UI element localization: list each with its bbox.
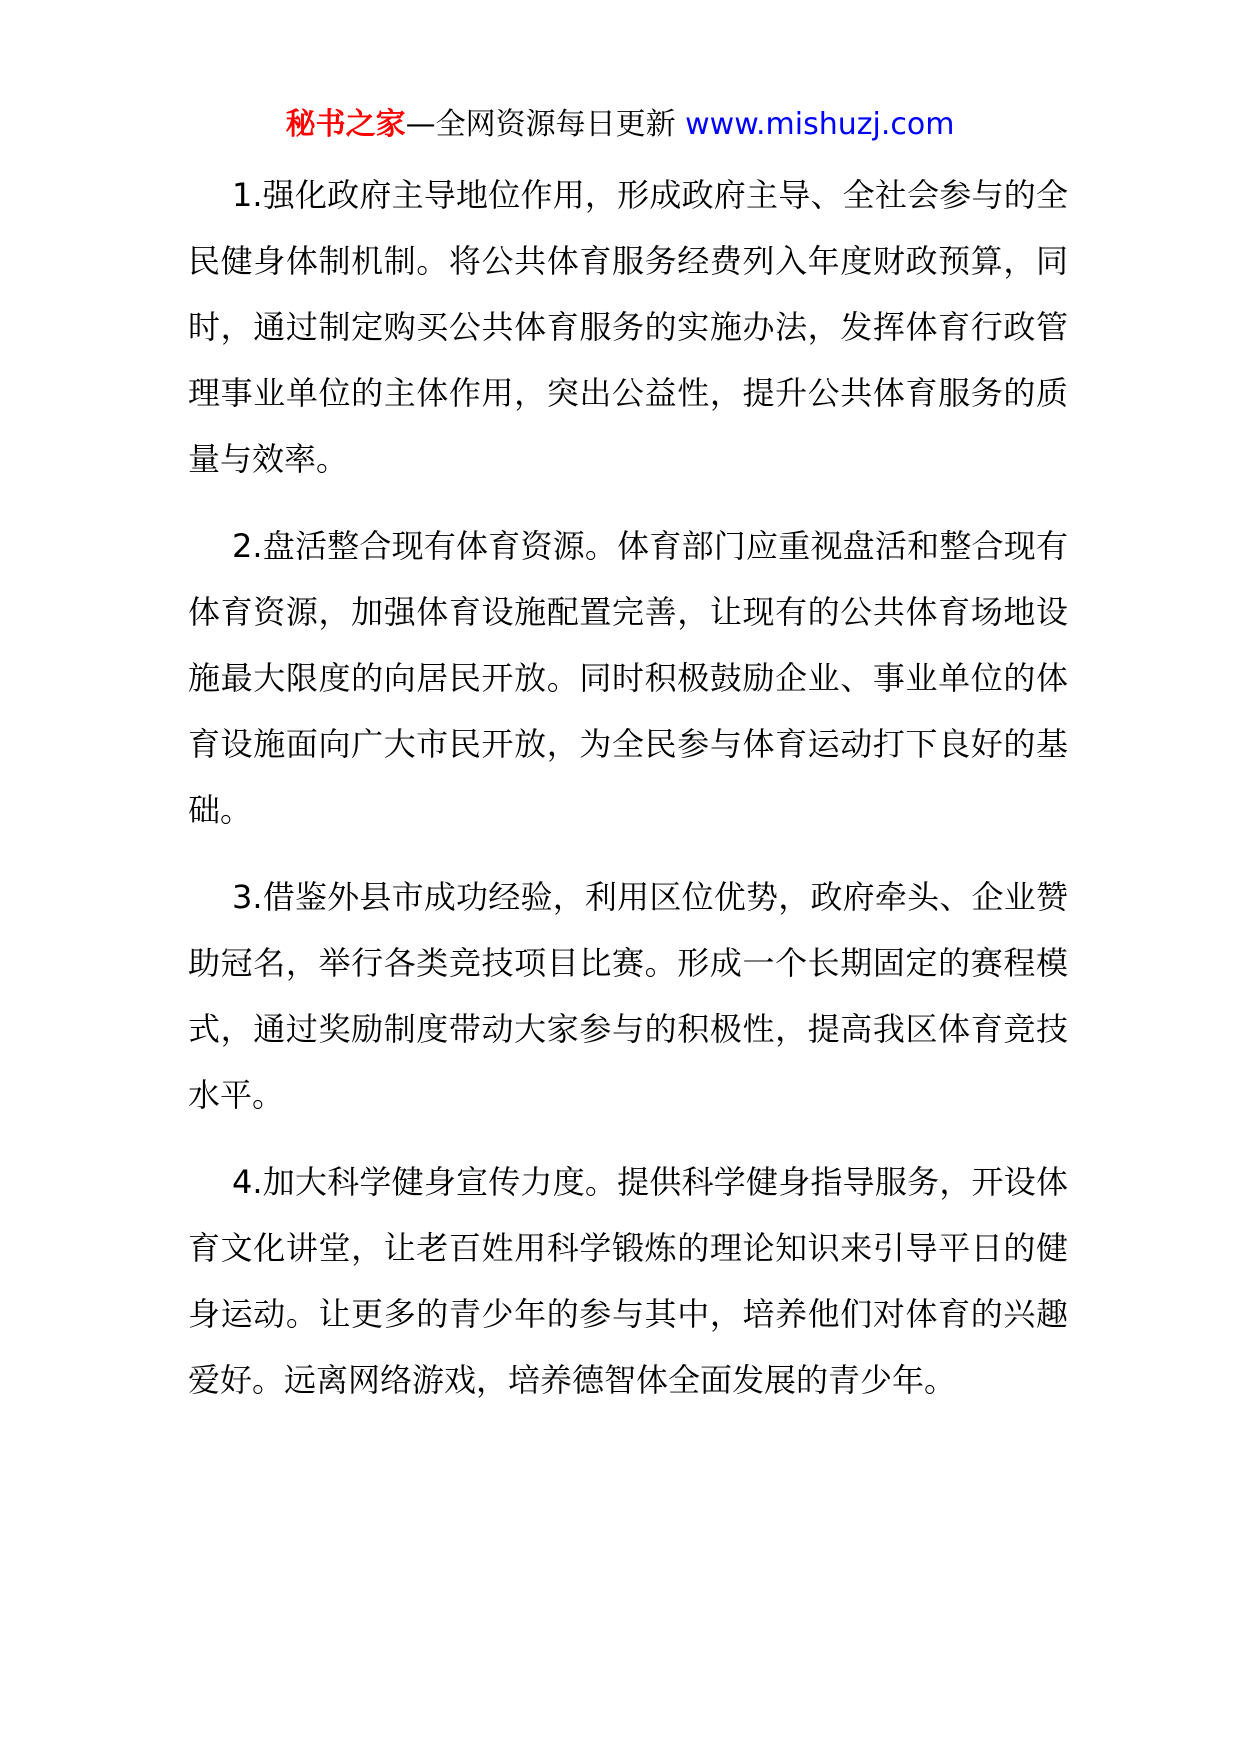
paragraph-4: 4.加大科学健身宣传力度。提供科学健身指导服务，开设体育文化讲堂，让老百姓用科学锻炼的理论知识来引导平日的健身运动。让更多的青少年的参与其中，培养他们对体育的兴趣爱好。远离网络游戏，培养德智体全面发展的青少年。	[188, 1163, 1068, 1399]
paragraph-3: 3.借鉴外县市成功经验，利用区位优势，政府牵头、企业赞助冠名，举行各类竞技项目比赛。形成一个长期固定的赛程模式，通过奖励制度带动大家参与的积极性，提高我区体育竞技水平。	[188, 878, 1068, 1114]
document-body	[188, 162, 1068, 1434]
brand-name: 秘书之家	[285, 107, 406, 142]
site-url-link[interactable]: www.mishuzj.com	[685, 107, 955, 142]
paragraph-1: 1.强化政府主导地位作用，形成政府主导、全社会参与的全民健身体制机制。将公共体育服务经费列入年度财政预算，同时，通过制定购买公共体育服务的实施办法，发挥体育行政管理事业单位的主体作用，突出公益性，提升公共体育服务的质量与效率。	[188, 176, 1068, 478]
header-tagline: —全网资源每日更新	[405, 107, 686, 142]
paragraph-2: 2.盘活整合现有体育资源。体育部门应重视盘活和整合现有体育资源，加强体育设施配置完善，让现有的公共体育场地设施最大限度的向居民开放。同时积极鼓励企业、事业单位的体育设施面向广大市民开放，为全民参与体育运动打下良好的基础。	[188, 527, 1068, 829]
site-header	[0, 102, 1240, 148]
